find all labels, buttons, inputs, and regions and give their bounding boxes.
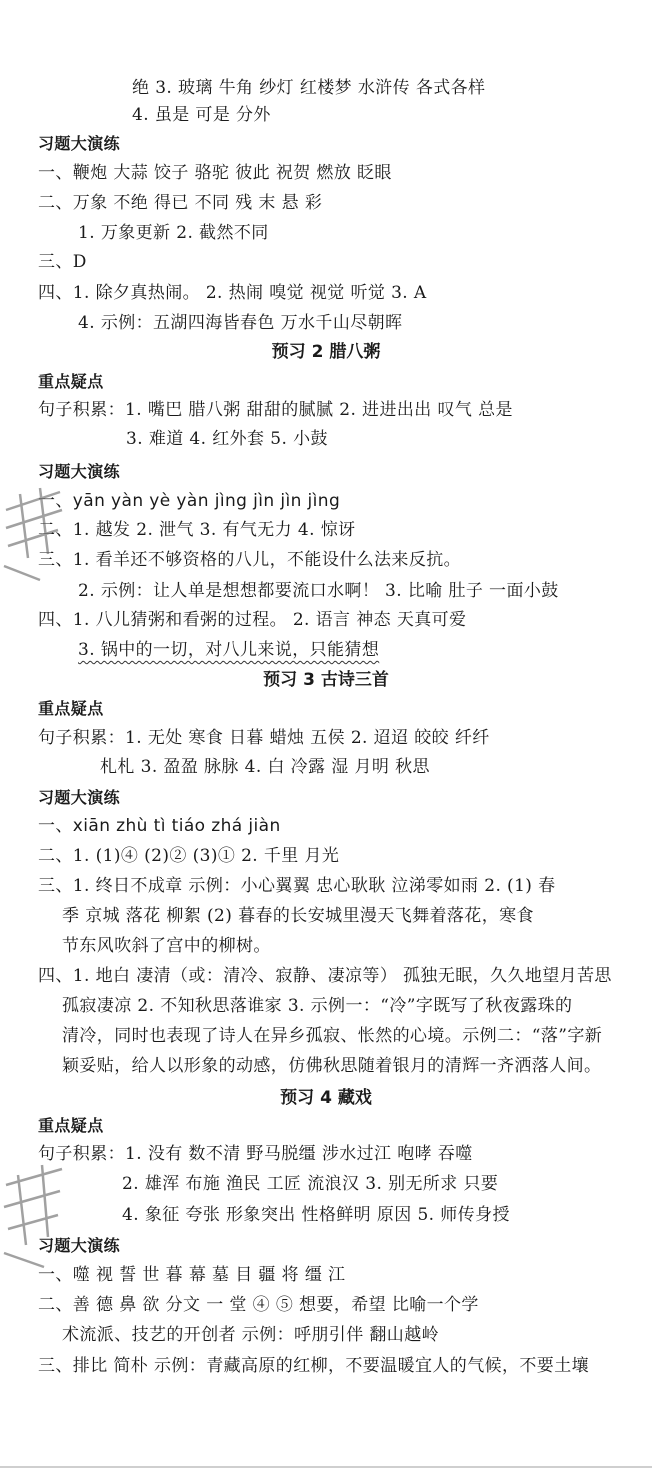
answer-line: 札札 3. 盈盈 脉脉 4. 白 冷露 湿 月明 秋思 [100, 757, 430, 777]
answer-line: 1. 万象更新 2. 截然不同 [78, 223, 269, 243]
answer-line: 4. 象征 夸张 形象突出 性格鲜明 原因 5. 师传身授 [122, 1205, 510, 1225]
watermark-stamp-icon [0, 470, 80, 590]
answer-line: 一、鞭炮 大蒜 饺子 骆驼 彼此 祝贺 燃放 眨眼 [38, 163, 392, 183]
section-heading: 习题大演练 [38, 788, 121, 807]
section-heading: 重点疑点 [38, 699, 104, 718]
answer-line: 三、1. 看羊还不够资格的八儿，不能设什么法来反抗。 [38, 550, 462, 570]
section-heading: 重点疑点 [38, 372, 104, 391]
watermark-stamp-icon [0, 1145, 80, 1275]
section-heading: 重点疑点 [38, 1116, 104, 1135]
answer-line: 术流派、技艺的开创者 示例：呼朋引伴 翻山越岭 [62, 1325, 440, 1345]
answer-line: 句子积累：1. 嘴巴 腊八粥 甜甜的腻腻 2. 进进出出 叹气 总是 [38, 400, 513, 420]
answer-line: 季 京城 落花 柳絮 (2) 暮春的长安城里漫天飞舞着落花，寒食 [62, 906, 534, 926]
answer-line: 颖妥贴，给人以形象的动感，仿佛秋思随着银月的清辉一齐洒落人间。 [62, 1056, 602, 1076]
answer-line: 三、D [38, 252, 87, 272]
underlined-answer: 3. 锅中的一切，对八儿来说，只能猜想 [78, 640, 380, 660]
bottom-scan-edge [0, 1466, 652, 1468]
answer-line: 2. 雄浑 布施 渔民 工匠 流浪汉 3. 别无所求 只要 [122, 1174, 499, 1194]
answer-line: 句子积累：1. 无处 寒食 日暮 蜡烛 五侯 2. 迢迢 皎皎 纤纤 [38, 728, 490, 748]
answer-line: 四、1. 地白 凄清（或：清冷、寂静、凄凉等） 孤独无眠，久久地望月苦思 [38, 966, 612, 986]
answer-line: 二、1. (1)④ (2)② (3)① 2. 千里 月光 [38, 846, 340, 866]
answer-line: 2. 示例：让人单是想想都要流口水啊！ 3. 比喻 肚子 一面小鼓 [78, 581, 559, 601]
answer-line: 二、万象 不绝 得已 不同 残 末 悬 彩 [38, 193, 323, 213]
answer-line: 四、1. 八儿猜粥和看粥的过程。 2. 语言 神态 天真可爱 [38, 610, 467, 630]
answer-line: 3. 难道 4. 红外套 5. 小鼓 [126, 429, 328, 449]
answer-line: 二、1. 越发 2. 泄气 3. 有气无力 4. 惊讶 [38, 520, 356, 540]
answer-line: 二、善 德 鼻 欲 分文 一 堂 ④ ⑤ 想要，希望 比喻一个学 [38, 1295, 479, 1315]
answer-line: 句子积累：1. 没有 数不清 野马脱缰 涉水过江 咆哮 吞噬 [38, 1144, 473, 1164]
lesson-title: 预习 4 藏戏 [280, 1088, 372, 1108]
answer-line: 四、1. 除夕真热闹。 2. 热闹 嗅觉 视觉 听觉 3. A [38, 283, 427, 303]
answer-line: 孤寂凄凉 2. 不知秋思落谁家 3. 示例一：“冷”字既写了秋夜露珠的 [62, 996, 573, 1016]
answer-line: 节东风吹斜了宫中的柳树。 [62, 936, 271, 956]
answer-line: 清冷，同时也表现了诗人在异乡孤寂、怅然的心境。示例二：“落”字新 [62, 1026, 603, 1046]
lesson-title: 预习 2 腊八粥 [271, 342, 381, 362]
section-heading: 习题大演练 [38, 1236, 121, 1255]
answer-line: 三、排比 简朴 示例：青藏高原的红柳，不要温暖宜人的气候，不要土壤 [38, 1356, 590, 1376]
pinyin-line: 一、xiān zhù tì tiáo zhá jiàn [38, 816, 281, 836]
answer-line: 4. 虽是 可是 分外 [132, 105, 271, 125]
lesson-title: 预习 3 古诗三首 [263, 670, 389, 690]
answer-line: 4. 示例：五湖四海皆春色 万水千山尽朝晖 [78, 313, 403, 333]
answer-line: 一、噬 视 誓 世 暮 幕 墓 目 疆 将 缰 江 [38, 1265, 346, 1285]
section-heading: 习题大演练 [38, 462, 121, 481]
section-heading: 习题大演练 [38, 134, 121, 153]
pinyin-line: 一、yān yàn yè yàn jìng jìn jìn jìng [38, 491, 341, 511]
answer-line: 绝 3. 玻璃 牛角 纱灯 红楼梦 水浒传 各式各样 [132, 78, 486, 98]
answer-line: 三、1. 终日不成章 示例：小心翼翼 忠心耿耿 泣涕零如雨 2. (1) 春 [38, 876, 556, 896]
